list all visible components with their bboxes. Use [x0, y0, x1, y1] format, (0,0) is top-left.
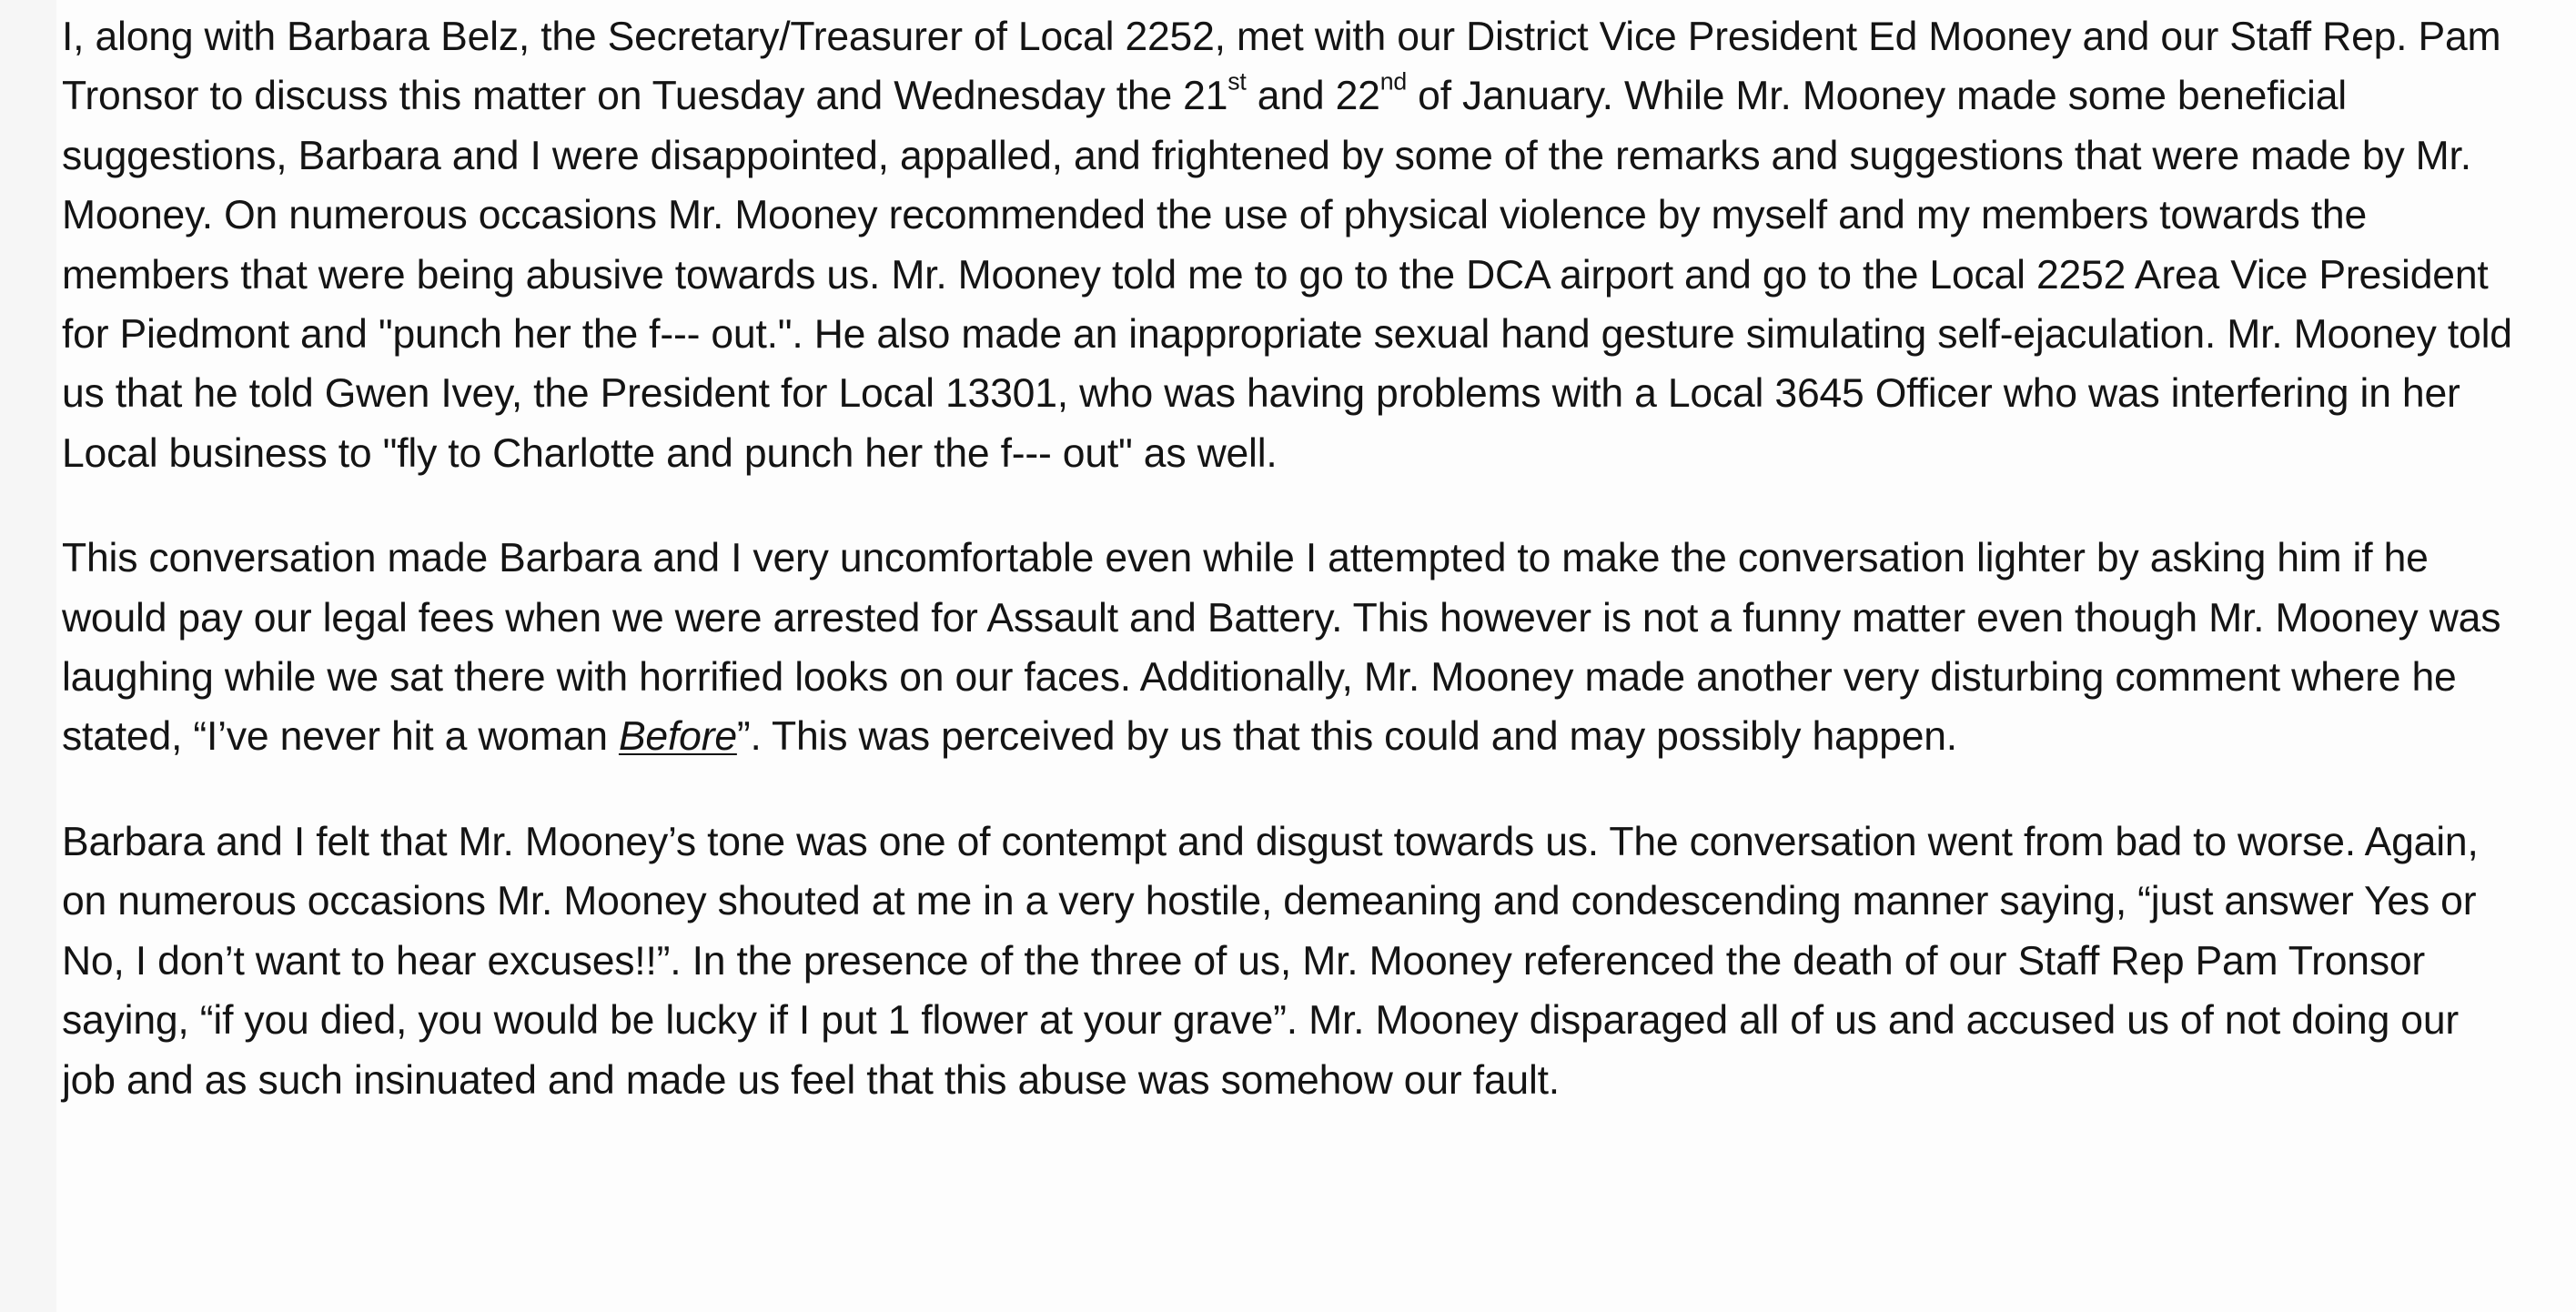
text-segment: This conversation made Barbara and I very uncomfortable even while I attempted to make the conversation lighter by asking him if he would pay our legal fees when we were arrested for Assault and Battery. This however is not a funny matter even though Mr. Mooney was laughing while we sat there with horrified looks on our faces. Additionally, Mr. Mooney made another very disturbing comment where he stated, “I’ve never hit a woman [62, 536, 2501, 760]
superscript-ordinal: st [1227, 68, 1247, 96]
paragraph-3 [62, 812, 2519, 1110]
emphasized-word: Before [618, 714, 737, 760]
text-segment: and 22 [1246, 74, 1380, 119]
superscript-ordinal: nd [1379, 68, 1408, 96]
paragraph-1 [62, 7, 2519, 483]
scan-margin [0, 0, 56, 1312]
text-segment: I, along with Barbara Belz, the Secretary/Treasurer of Local 2252, met with our District Vice President Ed Mooney and our Staff Rep. Pam Tronsor to discuss this matter on Tuesday and Wednesday the 21 [62, 15, 2501, 119]
paragraph-2 [62, 529, 2519, 767]
text-segment: ”. This was perceived by us that this could and may possibly happen. [736, 714, 1957, 760]
text-segment: Barbara and I felt that Mr. Mooney’s tone was one of contempt and disgust towards us. The conversation went from bad to worse. Again, on numerous occasions Mr. Mooney shouted at me in a very hostile, demeaning and condescending manner saying, “just answer Yes or No, I don’t want to hear excuses!!”. In the presence of the three of us, Mr. Mooney referenced the death of our Staff Rep Pam Tronsor saying, “if you died, you would be lucky if I put 1 flower at your grave”. Mr. Mooney disparaged all of us and accused us of not doing our job and as such insinuated and made us feel that this abuse was somehow our fault. [62, 819, 2479, 1103]
document-body [62, 7, 2519, 1110]
text-segment: of January. While Mr. Mooney made some beneficial suggestions, Barbara and I were disappointed, appalled, and frightened by some of the remarks and suggestions that were made by Mr. Mooney. On numerous occasions Mr. Mooney recommended the use of physical violence by myself and my members towards the members that were being abusive towards us. Mr. Mooney told me to go to the DCA airport and go to the Local 2252 Area Vice President for Piedmont and "punch her the f--- out.". He also made an inappropriate sexual hand gesture simulating self-ejaculation. Mr. Mooney told us that he told Gwen Ivey, the President for Local 13301, who was having problems with a Local 3645 Officer who was interfering in her Local business to "fly to Charlotte and punch her the f--- out" as well. [62, 74, 2512, 476]
